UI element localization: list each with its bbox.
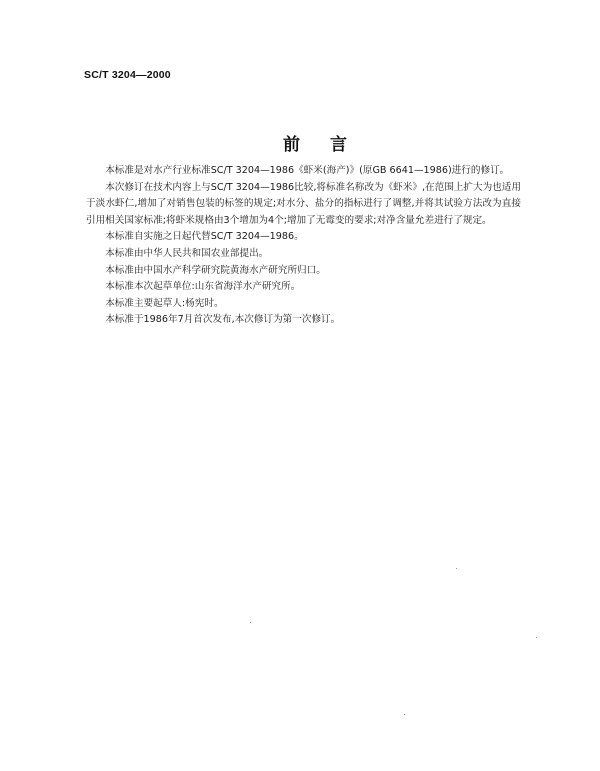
page-title: 前言 (283, 135, 377, 155)
paragraph-drafters: 本标准主要起草人:杨宪时。 (105, 297, 224, 309)
paragraph-drafting-unit: 本标准本次起草单位:山东省海洋水产研究所。 (105, 281, 301, 293)
paragraph-technical-changes: 本次修订在技术内容上与SC/T 3204—1986比较,将标准名称改为《虾米》,在范围上扩大为也适用于淡水虾仁,增加了对销售包装的标签的规定;对水分、盐分的指标进行了调整,并将其试验方法改为直接引用相关国家标准;将虾米规格由3个增加为4个;增加了无霉变的要求;对净含量允差进行了规定。 (86, 181, 521, 226)
standard-code: SC/T 3204—2000 (84, 69, 171, 81)
scan-speck (250, 622, 251, 623)
paragraph-replaces: 本标准自实施之日起代替SC/T 3204—1986。 (105, 231, 304, 243)
scan-speck (404, 714, 405, 715)
paragraph-first-issue: 本标准于1986年7月首次发布,本次修订为第一次修订。 (105, 314, 341, 326)
foreword-body (86, 163, 521, 329)
paragraph-revision-basis: 本标准是对水产行业标准SC/T 3204—1986《虾米(海产)》(原GB 6641—1986)进行的修订。 (105, 165, 510, 176)
scan-speck (456, 568, 457, 569)
scan-speck (536, 637, 537, 638)
paragraph-centralized-by: 本标准由中国水产科学研究院黄海水产研究所归口。 (105, 264, 326, 276)
paragraph-proposed-by: 本标准由中华人民共和国农业部提出。 (105, 247, 269, 259)
